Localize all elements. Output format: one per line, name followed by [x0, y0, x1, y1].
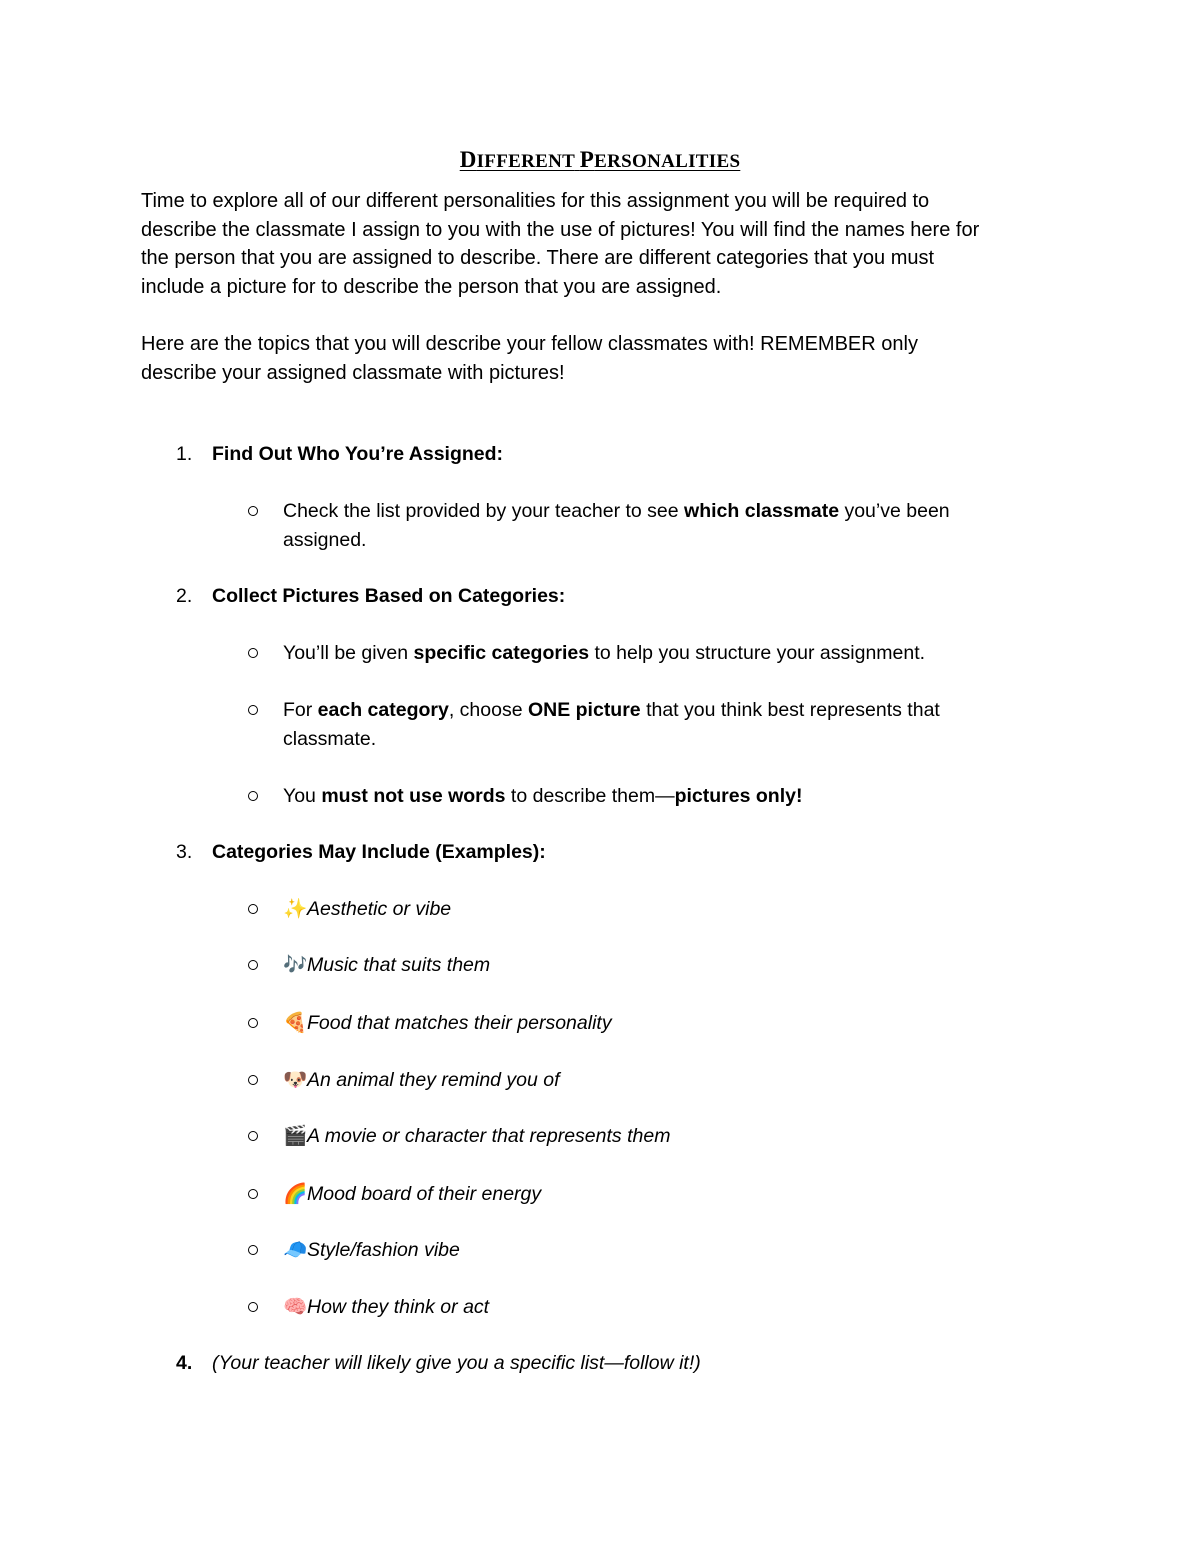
step-heading: Find Out Who You’re Assigned:: [212, 443, 504, 465]
category-label: How they think or act: [307, 1296, 490, 1318]
list-item-text: You’ll be given specific categories to help you structure your assignment.: [283, 642, 926, 664]
hollow-bullet-icon: [246, 951, 260, 980]
step-4: [176, 1349, 1076, 1378]
dog-face-icon: 🐶: [283, 1069, 308, 1091]
hollow-bullet-icon: [246, 1293, 260, 1322]
hollow-bullet-icon: [246, 782, 260, 811]
category-label: Music that suits them: [307, 954, 491, 976]
hollow-bullet-icon: [246, 1066, 260, 1095]
hollow-bullet-icon: [246, 1009, 260, 1038]
title-rest-different: IFFERENT: [476, 151, 575, 172]
list-item-text: You must not use words to describe them—pictures only!: [283, 785, 803, 807]
step-number: 2.: [176, 585, 193, 607]
hollow-bullet-icon: [246, 895, 260, 924]
hollow-bullet-icon: [246, 1236, 260, 1265]
step-note: (Your teacher will likely give you a specific list—follow it!): [212, 1352, 701, 1374]
step-1: [176, 440, 1076, 469]
step-3: [176, 838, 1076, 867]
step-number: 1.: [176, 443, 193, 465]
hollow-bullet-icon: [246, 497, 260, 526]
category-label: Style/fashion vibe: [307, 1239, 460, 1261]
cap-icon: 🧢: [283, 1239, 308, 1261]
music-notes-icon: 🎶: [283, 954, 308, 976]
title-initial-p: P: [579, 147, 595, 172]
step-heading: Categories May Include (Examples):: [212, 841, 546, 863]
intro-line: the person that you are assigned to describe. There are different categories that you must: [141, 247, 935, 269]
category-label: An animal they remind you of: [307, 1069, 560, 1091]
topics-line: describe your assigned classmate with pictures!: [141, 361, 565, 384]
intro-line: describe the classmate I assign to you with the use of pictures! You will find the names here for: [141, 218, 980, 241]
hollow-bullet-icon: [246, 1180, 260, 1209]
document-title: [0, 146, 1200, 176]
hollow-bullet-icon: [246, 1122, 260, 1151]
rainbow-icon: 🌈: [283, 1183, 308, 1205]
category-label: Aesthetic or vibe: [307, 898, 452, 920]
sparkles-icon: ✨: [283, 898, 308, 920]
clapper-board-icon: 🎬: [283, 1125, 308, 1147]
hollow-bullet-icon: [246, 696, 260, 725]
intro-line: include a picture for to describe the person that you are assigned.: [141, 275, 722, 298]
step-number: 3.: [176, 841, 193, 863]
intro-line: Time to explore all of our different personalities for this assignment you will be required to: [141, 190, 930, 212]
pizza-icon: 🍕: [283, 1012, 308, 1034]
list-item-text: For each category, choose ONE picture that you think best represents that classmate.: [283, 699, 940, 750]
list-item-text: Check the list provided by your teacher to see which classmate you’ve been assigned.: [283, 500, 950, 551]
topics-line: Here are the topics that you will describe your fellow classmates with! REMEMBER only: [141, 333, 918, 355]
category-label: A movie or character that represents them: [307, 1125, 671, 1147]
title-initial-d: D: [459, 147, 477, 172]
brain-icon: 🧠: [283, 1296, 308, 1318]
category-label: Food that matches their personality: [307, 1012, 612, 1034]
hollow-bullet-icon: [246, 639, 260, 668]
topics-paragraph: [141, 330, 1061, 387]
step-2: [176, 582, 1076, 611]
title-rest-personalities: ERSONALITIES: [594, 151, 741, 172]
step-heading: Collect Pictures Based on Categories:: [212, 585, 566, 607]
category-label: Mood board of their energy: [307, 1183, 542, 1205]
intro-paragraph: [141, 187, 1061, 301]
step-number: 4.: [176, 1352, 193, 1374]
